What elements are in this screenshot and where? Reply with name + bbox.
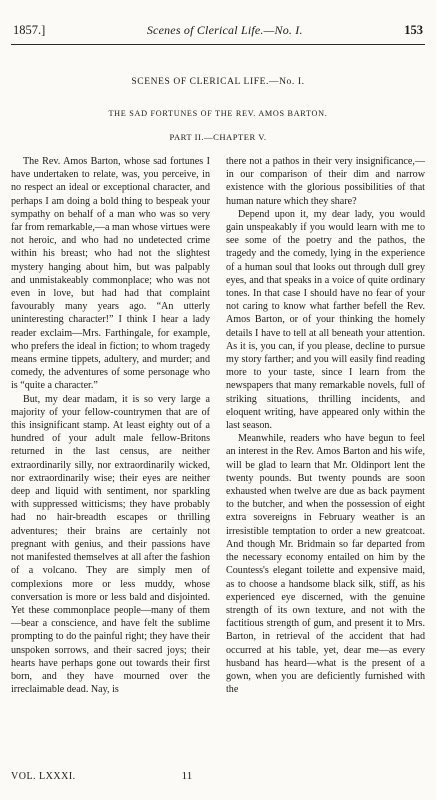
page-number: 153 <box>404 23 423 37</box>
signature-mark: 11 <box>181 770 193 782</box>
story-heading: THE SAD FORTUNES OF THE REV. AMOS BARTON. <box>108 109 328 118</box>
paragraph: But, my dear madam, it is so very large a majority of your fellow-countrymen that are of this insignificant stamp. At least eighty out of a hundred of your adult male fellow-Britons returned in the last census, are neither extraordinarily silly, nor extraordinarily wicked, nor extraordinarily wise; their eyes are neither deep and liquid with sentiment, nor sparkling with suppressed witticisms; they have probably had no hair-breadth escapes or thrilling adventures; their brains are certainly not pregnant with genius, and their passions have not manifested themselves at all after the fashion of a volcano. They are simply men of complexions more or less muddy, whose conversation is more or less bald and disjointed. Yet these commonplace people—many of them—bear a conscience, and have felt the sublime prompting to do the painful right; they have their unspoken sorrows, and their sacred joys; their hearts have perhaps gone out towards their first born, and they have mourned over the irreclaimable dead. Nay, is <box>11 393 210 696</box>
paragraph: The Rev. Amos Barton, whose sad fortunes I have undertaken to relate, was, you perceive, in no respect an ideal or exceptional character, and perhaps I am doing a bold thing to bespeak your sympathy on behalf of a man who was so very far from remarkable,—a man whose virtues were not heroic, and who had no undetected crime within his breast; who had not the slightest mystery hanging about him, but was palpably and unmistakeably commonplace; who was not even in love, but had had that complaint favourably many years ago. “An utterly uninteresting character!” I think I hear a lady reader exclaim—Mrs. Farthingale, for example, who prefers the ideal in fiction; to whom tragedy means ermine tippets, adultery, and murder; and comedy, the adventures of some personage who is “quite a character.” <box>11 156 210 392</box>
header-year: 1857.] <box>13 23 46 37</box>
chapter-heading: PART II.—CHAPTER V. <box>169 132 267 142</box>
page-footer <box>11 770 425 782</box>
header-title: Scenes of Clerical Life.—No. I. <box>146 23 303 37</box>
left-column <box>11 155 210 759</box>
volume-label: VOL. LXXXI. <box>11 771 76 782</box>
right-column <box>226 155 425 759</box>
paragraph: Meanwhile, readers who have begun to feel an interest in the Rev. Amos Barton and his wife, will be glad to learn that Mr. Oldinport lent the twenty pounds. But twenty pounds are soon exhausted when twelve are due as back payment to the butcher, and when the possession of eight extra sovereigns in February weather is an irresistible temptation to order a new greatcoat. And though Mr. Bridmain so far departed from the necessary economy entailed on him by the Countess's elegant toilette and expensive maid, as to choose a handsome black silk, stiff, as his experienced eye discerned, with the genuine strength of its own texture, and not with the factitious strength of gum, and present it to Mrs. Barton, in retrieval of the accident that had occurred at his table, yet, dear me—as every husband has heard—what is the present of a gown, when you are deficiently furnished with the <box>226 433 425 696</box>
paragraph: there not a pathos in their very insignificance,—in our comparison of their dim and narrow existence with the glorious possibilities of that human nature which they share? <box>226 156 425 207</box>
series-heading: SCENES OF CLERICAL LIFE.—No. I. <box>131 77 305 87</box>
text-columns <box>11 155 425 759</box>
running-header <box>11 8 425 45</box>
paragraph: Depend upon it, my dear lady, you would gain unspeakably if you would learn with me to see some of the poetry and the pathos, the tragedy and the comedy, lying in the experience of a human soul that looks out through dull grey eyes, and that speaks in a voice of quite ordinary tones. In that case I should have no fear of your not caring to know what farther befell the Rev. Amos Barton, or of your thinking the homely details I have to tell at all beneath your attention. As it is, you can, if you please, decline to pursue my story farther; and you will easily find reading more to your taste, since I learn from the newspapers that many remarkable novels, full of striking situations, thrilling incidents, and eloquent writing, have appeared only within the last season. <box>226 208 425 432</box>
